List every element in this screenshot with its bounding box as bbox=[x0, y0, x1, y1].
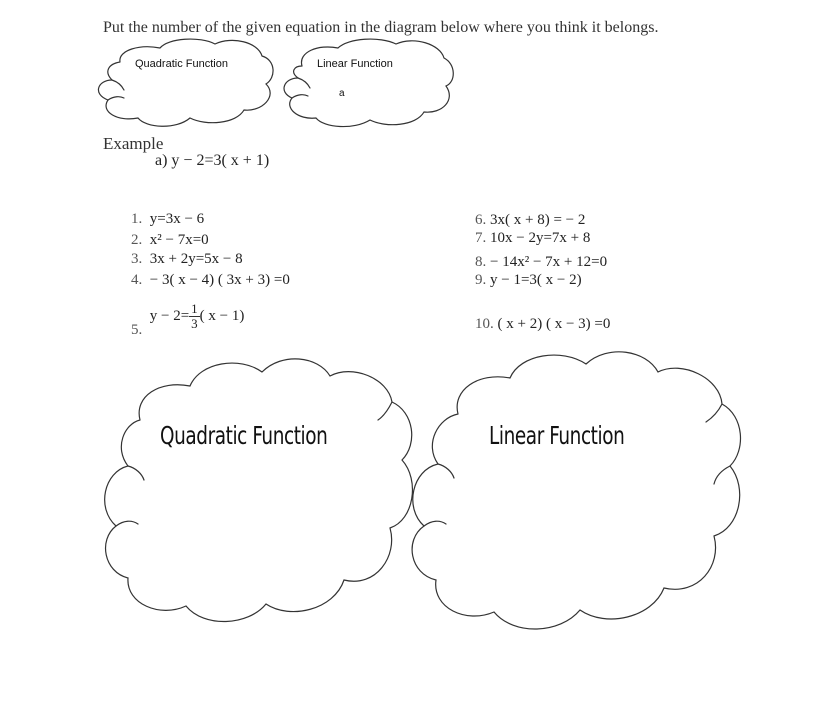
big-cloud-linear-label: Linear Function bbox=[489, 421, 625, 450]
small-cloud-quadratic-label: Quadratic Function bbox=[135, 58, 228, 70]
instruction-text: Put the number of the given equation in the diagram below where you think it belongs. bbox=[103, 19, 659, 36]
equation-3: 3. 3x + 2y=5x − 8 bbox=[131, 251, 243, 267]
small-cloud-linear-entry: a bbox=[339, 88, 345, 99]
small-cloud-linear-outline bbox=[284, 39, 453, 127]
equation-7: 7. 10x − 2y=7x + 8 bbox=[475, 230, 591, 246]
example-heading: Example bbox=[103, 134, 164, 153]
equation-10: 10. ( x + 2) ( x − 3) =0 bbox=[475, 316, 611, 332]
small-cloud-quadratic-outline bbox=[98, 39, 273, 126]
big-cloud-quadratic-outline bbox=[105, 359, 413, 622]
equation-4: 4. − 3( x − 4) ( 3x + 3) =0 bbox=[131, 272, 290, 288]
equation-5: 5. y − 2= $\frac{1}{3}$ ( x − 1) bbox=[131, 301, 245, 338]
small-cloud-linear-label: Linear Function bbox=[317, 58, 393, 70]
big-cloud-quadratic-label: Quadratic Function bbox=[160, 421, 328, 450]
equation-1: 1. y=3x − 6 bbox=[131, 211, 205, 227]
example-item: a) y − 2=3( x + 1) bbox=[155, 152, 270, 169]
equation-2: 2. x² − 7x=0 bbox=[131, 232, 209, 248]
equation-9: 9. y − 1=3( x − 2) bbox=[475, 272, 582, 288]
fraction-one-third: $\frac{1}{3}$ bbox=[191, 301, 198, 331]
equation-8: 8. − 14x² − 7x + 12=0 bbox=[475, 254, 608, 270]
equation-6: 6. 3x( x + 8) = − 2 bbox=[475, 212, 586, 228]
big-cloud-linear-outline bbox=[412, 352, 740, 629]
